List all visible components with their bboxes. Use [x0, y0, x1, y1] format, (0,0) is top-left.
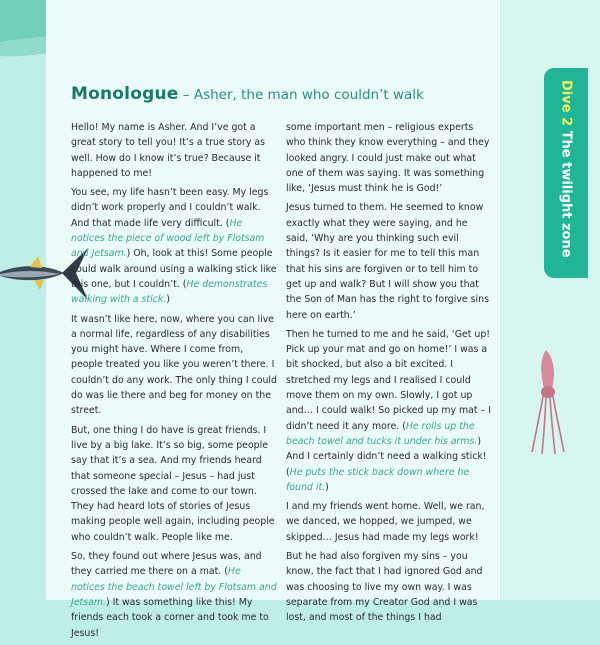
paragraph-text: ) And I certainly didn’t need a walking stick! ( [286, 435, 487, 478]
stage-direction: He notices the piece of wood left by Flotsam and Jetsam. [71, 217, 265, 260]
paragraph-text: You see, my life hasn’t been easy. My legs didn’t work properly and I couldn’t walk. And that made life very difficult. ( [71, 187, 269, 229]
paragraph-text: ) [166, 294, 170, 306]
paragraph: But, one thing I do have is great friends. I live by a big lake. It’s so big, some people say that it’s a sea. And my friends heard that someone special – Jesus – had just crossed the lake and come to our town. They had heard lots of stories of Jesus making people well again, including people who couldn’t walk. People like me. [71, 424, 275, 543]
paragraph [286, 327, 492, 495]
paragraph [71, 185, 277, 307]
paragraph-text: ) Oh, look at this! Some people could walk around using a walking stick like this one, but I couldn’t. ( [71, 248, 277, 290]
heading-title: Monologue [71, 84, 179, 104]
paragraph-text: So, they found out where Jesus was, and they carried me there on a mat. ( [71, 551, 262, 578]
paragraph-text: ) [325, 481, 329, 493]
page-heading [71, 84, 491, 104]
paragraph-text: ) It was something like this! My friends each took a corner and took me to Jesus! [71, 596, 269, 639]
section-tab-label [559, 80, 574, 258]
paragraph: I and my friends went home. Well, we ran, we danced, we hopped, we jumped, we skipped… Jesus had made my legs work! [286, 501, 485, 543]
squid-illustration [528, 348, 568, 458]
section-tab [544, 68, 588, 278]
paragraph-text: Then he turned to me and he said, ‘Get up! Pick up your mat and go on home!’ I was a bit shocked, but also a bit excited. I stretched my legs and I realised I could move them on my own. Slowly, I got up and… I could walk! So picked up my mat – I didn’t need it any more. ( [286, 328, 491, 432]
tab-dive-label: Dive 2 [558, 80, 574, 127]
heading-subtitle: – Asher, the man who couldn’t walk [178, 87, 424, 103]
right-column [286, 120, 492, 630]
paragraph [71, 549, 277, 641]
stage-direction: He puts the stick back down where he found it. [286, 466, 470, 493]
stage-direction: He demonstrates walking with a stick. [71, 278, 268, 306]
paragraph: Jesus turned to them. He seemed to know exactly what they were saying, and he said, ‘Why are you thinking such evil things? Is it easier for me to tell this man that his sins are forgiven or to tell him to get up and walk? But I will show you that the Son of Man has the right to forgive sins here on earth.’ [286, 202, 489, 321]
stage-direction: He rolls up the beach towel and tucks it under his arms. [286, 420, 478, 447]
tab-zone-label: The twilight zone [558, 126, 574, 258]
paragraph: some important men – religious experts who think they know everything – and they looked angry. I could just make out what one of them was saying. It was something like, ‘Jesus must think he is God!’ [286, 122, 490, 195]
paragraph: It wasn’t like here, now, where you can live a normal life, regardless of any disabilities you might have. Where I come from, people treated you like you weren’t there. I couldn’t do any work. The only thing I could do was lie there and beg for money on the street. [71, 313, 277, 417]
stage-direction: He notices the beach towel left by Flotsam and Jetsam. [71, 566, 277, 608]
paragraph: Hello! My name is Asher. And I’ve got a great story to tell you! It’s a true story as well. How do I know it’s true? Because it happened to me! [71, 122, 265, 179]
left-column [71, 120, 277, 645]
paragraph: But he had also forgiven my sins – you know, the fact that I had ignored God and was choosing to live my own way. I was separate from my Creator God and I was lost, and most of the things I had [286, 551, 483, 624]
